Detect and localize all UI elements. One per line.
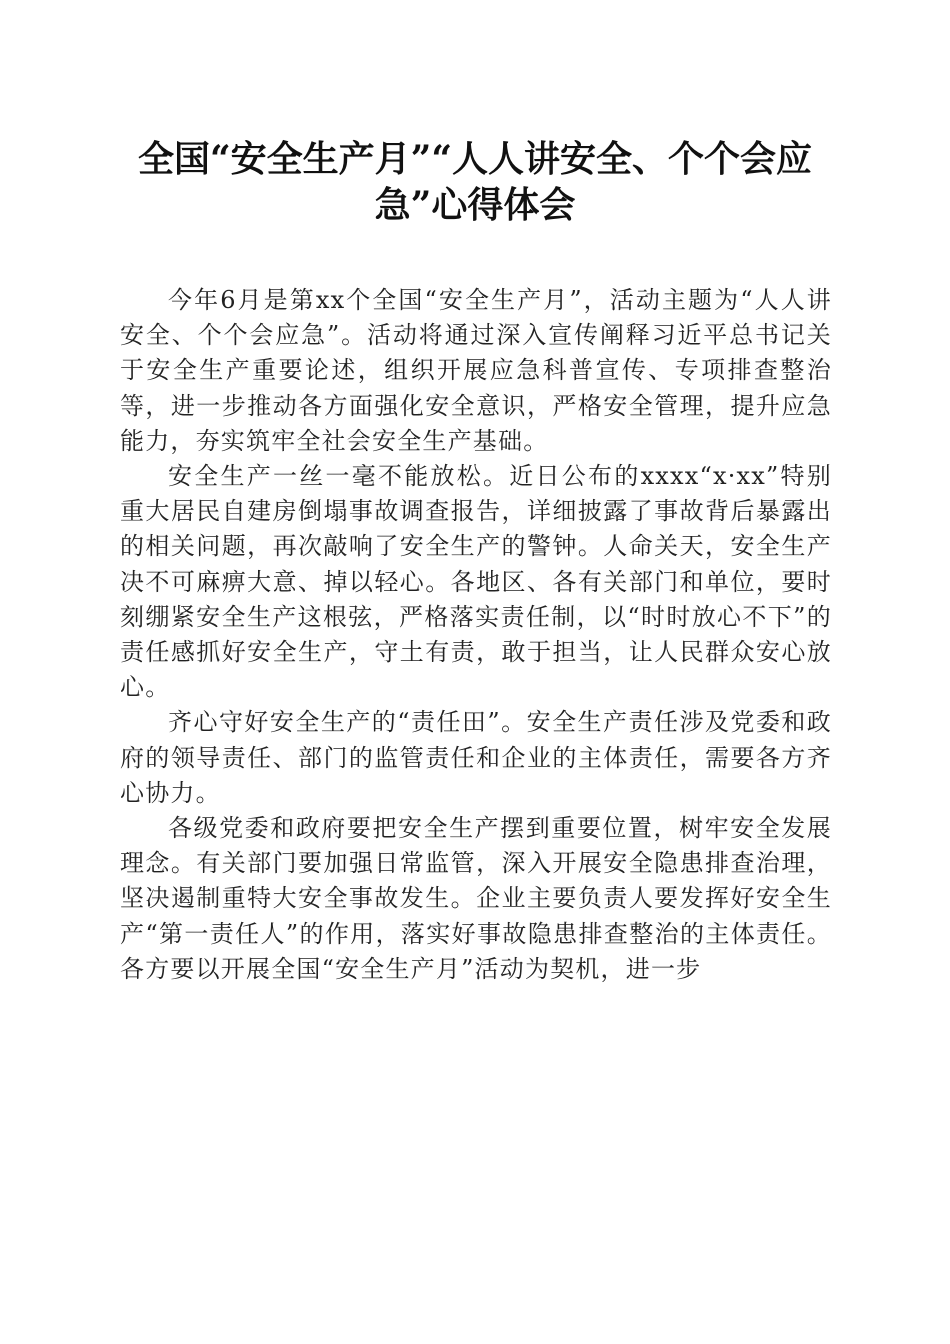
document-body: [120, 283, 832, 987]
document-title: 全国“安全生产月”“人人讲安全、个个会应急”心得体会: [137, 138, 813, 226]
paragraph: 今年6月是第xx个全国“安全生产月”，活动主题为“人人讲安全、个个会应急”。活动将通过深入宣传阐释习近平总书记关于安全生产重要论述，组织开展应急科普宣传、专项排查整治等，进一步推动各方面强化安全意识，严格安全管理，提升应急能力，夯实筑牢全社会安全生产基础。: [120, 286, 832, 455]
paragraph: 安全生产一丝一毫不能放松。近日公布的xxxx“x·xx”特别重大居民自建房倒塌事故调查报告，详细披露了事故背后暴露出的相关问题，再次敲响了安全生产的警钟。人命关天，安全生产决不可麻痹大意、掉以轻心。各地区、各有关部门和单位，要时刻绷紧安全生产这根弦，严格落实责任制，以“时时放心不下”的责任感抓好安全生产，守土有责，敢于担当，让人民群众安心放心。: [120, 462, 832, 702]
paragraph: 齐心守好安全生产的“责任田”。安全生产责任涉及党委和政府的领导责任、部门的监管责任和企业的主体责任，需要各方齐心协力。: [120, 708, 832, 807]
paragraph: 各级党委和政府要把安全生产摆到重要位置，树牢安全发展理念。有关部门要加强日常监管，深入开展安全隐患排查治理，坚决遏制重特大安全事故发生。企业主要负责人要发挥好安全生产“第一责任人”的作用，落实好事故隐患排查整治的主体责任。各方要以开展全国“安全生产月”活动为契机，进一步: [120, 814, 832, 983]
